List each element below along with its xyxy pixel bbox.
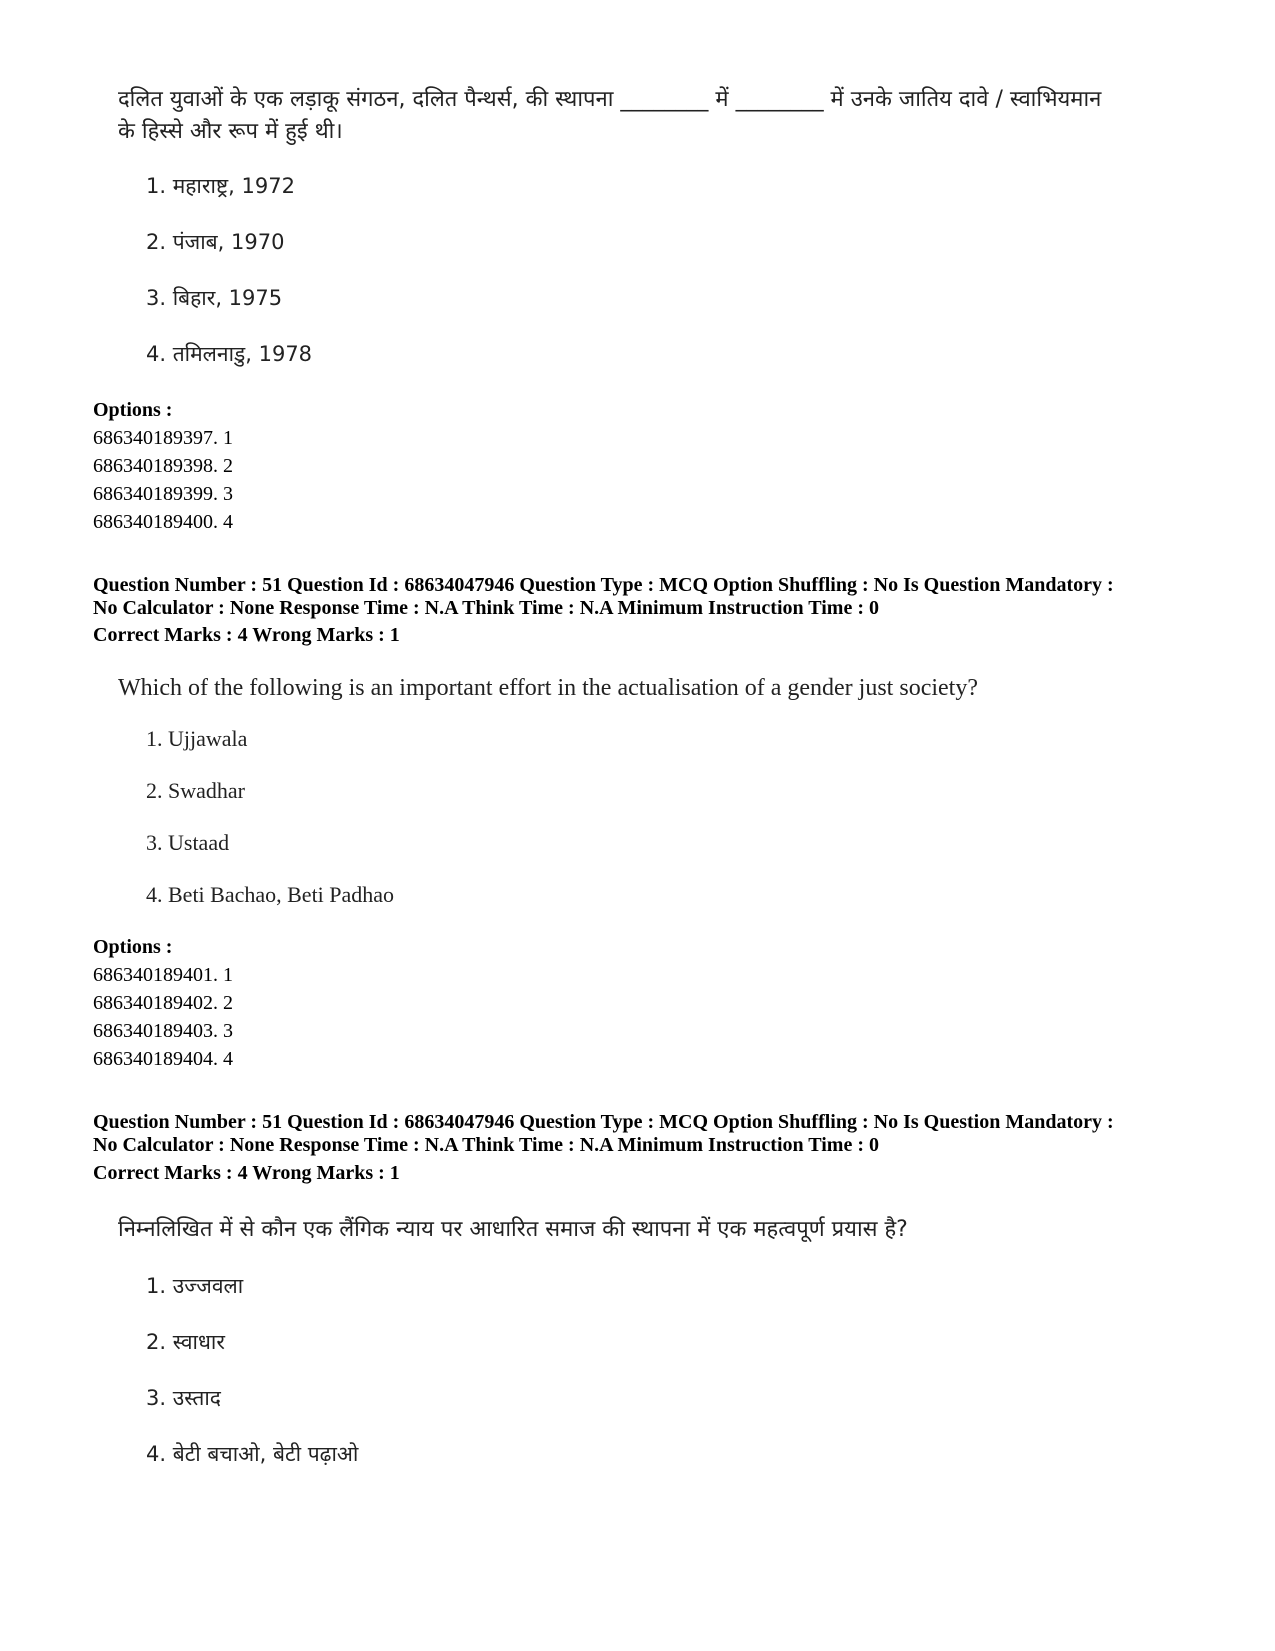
option-id: 686340189399. 3 (93, 483, 233, 505)
question-marks: Correct Marks : 4 Wrong Marks : 1 (93, 624, 400, 646)
option-1: 1. Ujjawala (146, 726, 248, 751)
question-meta-line1: Question Number : 51 Question Id : 68634047946 Question Type : MCQ Option Shuffling : No Is Question Mandatory : (93, 1111, 1114, 1133)
option-4: 4. Beti Bachao, Beti Padhao (146, 882, 395, 907)
option-2: 2. पंजाब, 1970 (146, 230, 285, 254)
option-id: 686340189403. 3 (93, 1020, 233, 1042)
options-heading: Options : (93, 399, 173, 421)
question-marks: Correct Marks : 4 Wrong Marks : 1 (93, 1162, 400, 1184)
question-text-hindi: दलित युवाओं के एक लड़ाकू संगठन, दलित पैन्थर्स, की स्थापना ________ में ________ में उनके जातिय दावे / स्वाभियमान के हिस्से और रूप में हुई थी। (118, 87, 1102, 144)
option-id: 686340189400. 4 (93, 511, 233, 533)
option-3: 3. उस्ताद (146, 1386, 221, 1410)
option-2: 2. Swadhar (146, 778, 245, 803)
option-id: 686340189397. 1 (93, 427, 233, 449)
option-id: 686340189401. 1 (93, 964, 233, 986)
question-meta-line2: No Calculator : None Response Time : N.A Think Time : N.A Minimum Instruction Time : 0 (93, 1134, 879, 1156)
option-3: 3. बिहार, 1975 (146, 286, 283, 310)
option-1: 1. महाराष्ट्र, 1972 (146, 174, 295, 198)
question-text-hindi: निम्नलिखित में से कौन एक लैंगिक न्याय पर आधारित समाज की स्थापना में एक महत्वपूर्ण प्रयास है? (118, 1217, 908, 1242)
question-text-english: Which of the following is an important effort in the actualisation of a gender just society? (118, 675, 978, 701)
options-heading: Options : (93, 936, 173, 958)
option-4: 4. बेटी बचाओ, बेटी पढ़ाओ (146, 1442, 359, 1466)
option-4: 4. तमिलनाडु, 1978 (146, 342, 313, 366)
question-meta-line2: No Calculator : None Response Time : N.A Think Time : N.A Minimum Instruction Time : 0 (93, 597, 879, 619)
option-3: 3. Ustaad (146, 830, 230, 855)
option-2: 2. स्वाधार (146, 1330, 225, 1354)
option-id: 686340189404. 4 (93, 1048, 233, 1070)
option-id: 686340189402. 2 (93, 992, 233, 1014)
question-meta-line1: Question Number : 51 Question Id : 68634047946 Question Type : MCQ Option Shuffling : No Is Question Mandatory : (93, 574, 1114, 596)
option-1: 1. उज्जवला (146, 1274, 244, 1298)
option-id: 686340189398. 2 (93, 455, 233, 477)
